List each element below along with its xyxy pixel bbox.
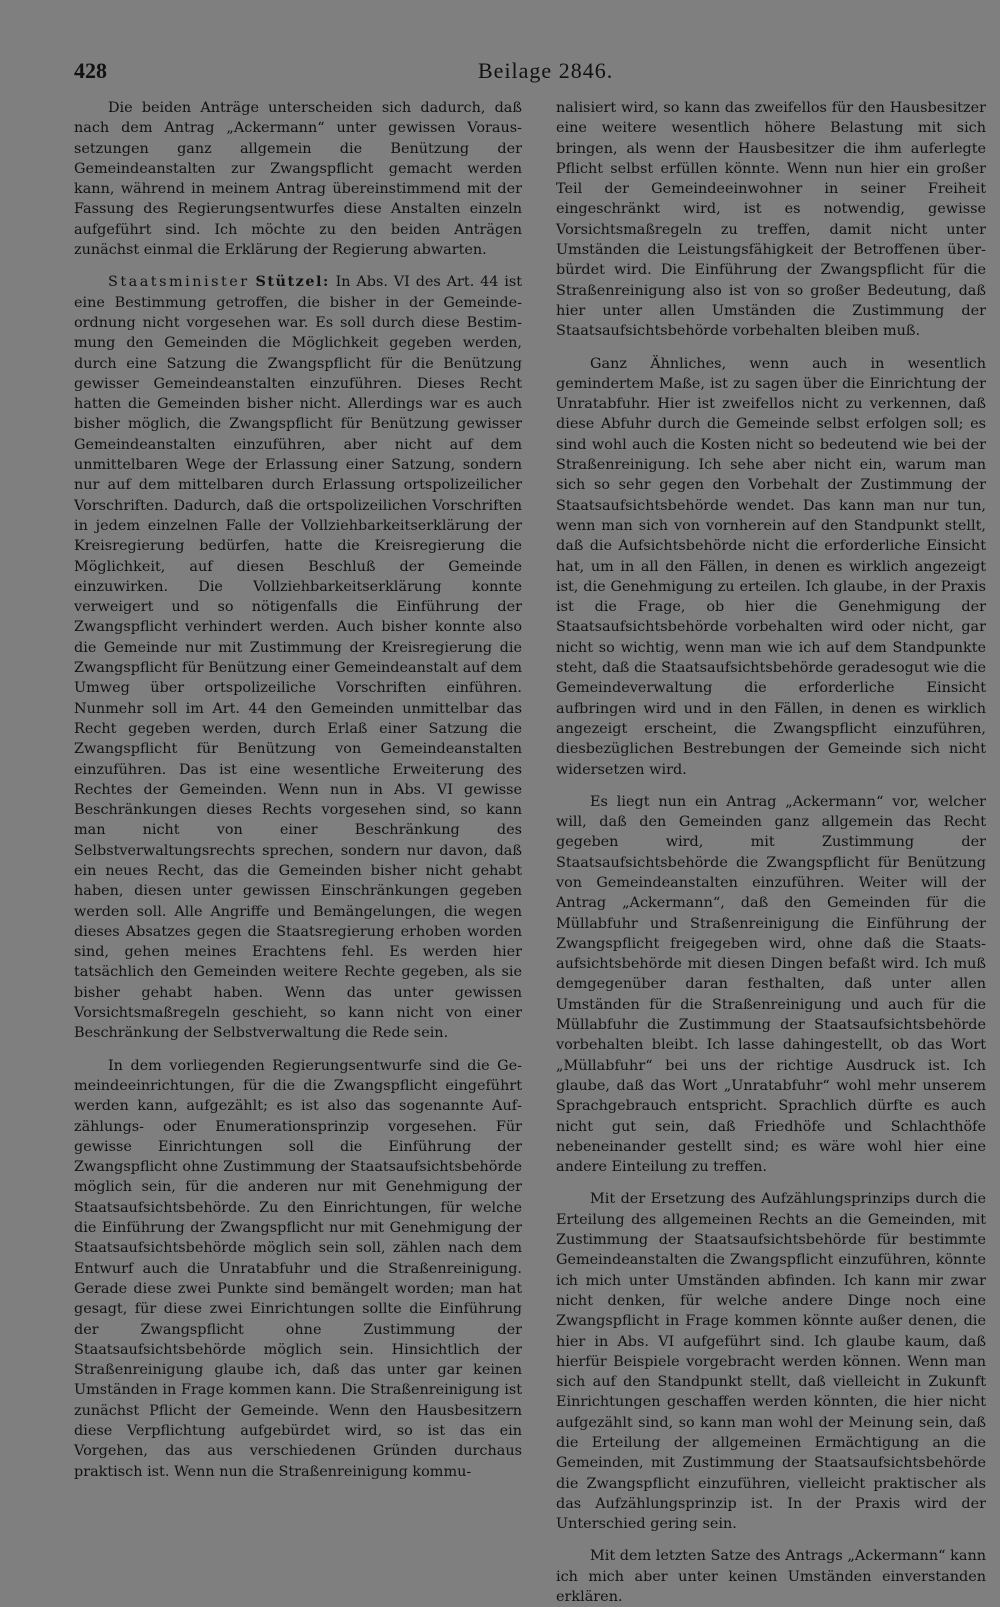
right-column bbox=[556, 98, 986, 1606]
page-number: 428 bbox=[74, 58, 107, 83]
paragraph: Mit der Ersetzung des Aufzählungsprinzips durch die Erteilung des allgemeinen Rechts an die Gemeinden, mit Zustimmung der Staatsaufsichtsbehörde für bestimmte Gemeindeanstalten die Zwangspflicht einzuführen, könnte ich mich unter Umständen abfinden. Ich kann mir zwar nicht denken, für welche andere Dinge noch eine Zwangspflicht in Frage kommen könnte außer denen, die hier in Abs. VI aufgeführt sind. Ich glaube kaum, daß hierfür Beispiele vorgebracht werden können. Wenn man sich auf den Standpunkt stellt, daß vielleicht in Zukunft Einrichtungen geschaffen werden könnten, die hier nicht aufgezählt sind, so kann man wohl der Meinung sein, daß die Erteilung der allgemeinen Ermächtigung an die Gemeinden, mit Zustimmung der Staatsaufsichtsbehörde die Zwangspflicht einzuführen, vielleicht praktischer als das Aufzählungsprinzip ist. In der Praxis wird der Unterschied gering sein. bbox=[556, 1191, 986, 1533]
speaker-name: Stützel: bbox=[255, 273, 330, 291]
speech-text: In Abs. VI des Art. 44 ist eine Bestimmung getroffen, die bisher in der Gemeindeordnung nicht vorgesehen war. Es soll durch diese Bestimmung den Gemeinden die Möglichkeit gegeben werden, durch eine Satzung die Zwangspflicht für die Benützung gewisser Gemeindeanstalten einzuführen. Dieses Recht hatten die Gemeinden bisher nicht. Allerdings war es auch bisher möglich, die Zwangspflicht für Benützung gewisser Gemeindeanstalten einzuführen, aber nicht auf dem unmittelbaren Wege der Erlassung einer Satzung, sondern nur auf dem mittelbaren durch Erlassung ortspolizeilicher Vorschriften. Dadurch, daß die ortspolizeilichen Vorschriften in jedem einzelnen Falle der Vollziehbarkeitserklärung der Kreisregierung bedürfen, hatte die Kreisregierung die Möglichkeit, auf diesen Beschluß der Gemeinde einzuwirken. Die Vollziehbarkeitserklärung konnte verweigert und so nötigenfalls die Einführung der Zwangspflicht verhindert werden. Auch bisher konnte also die Gemeinde nur mit Zustimmung der Kreisregierung die Zwangspflicht für Benützung einer Gemeindeanstalt auf dem Umweg über ortspolizeiliche Vorschriften einführen. Nunmehr soll im Art. 44 den Gemeinden unmittelbar das Recht gegeben werden, durch Erlaß einer Satzung die Zwangspflicht für Benützung von Gemeindeanstalten einzuführen. Das ist eine wesentliche Erweiterung des Rechtes der Gemeinden. Wenn nun in Abs. VI gewisse Beschränkungen dieses Rechts vorgesehen sind, so kann man nicht von einer Beschränkung des Selbstverwaltungsrechts sprechen, sondern nur davon, daß ein neues Recht, das die Gemeinden bisher nicht gehabt haben, diesen unter gewissen Einschränkungen gegeben werden soll. Alle Angriffe und Bemängelungen, die wegen dieses Absatzes gegen die Staatsregierung erhoben worden sind, gehen meines Erachtens fehl. Es werden hier tatsächlich den Gemeinden weitere Rechte gegeben, als sie bisher gehabt haben. Wenn das unter gewissen Vorsichtsmaßregeln geschieht, so kann nicht von einer Beschränkung der Selbstverwaltung die Rede sein. bbox=[74, 274, 523, 1042]
paragraph: Mit dem letzten Satze des Antrags „Ackermann“ kann ich mich aber unter keinen Umständen einverstanden erklären. bbox=[556, 1548, 986, 1606]
paragraph-continued: nalisiert wird, so kann das zweifellos für den Hausbesitzer eine weitere wesentlich höhere Belastung mit sich bringen, als wenn der Hausbesitzer die ihm auferlegte Pflicht selbst erfüllen könnte. Wenn nun hier ein großer Teil der Gemeindeeinwohner in seiner Freiheit eingeschränkt wird, ist es notwendig, gewisse Vorsichtsmaßregeln zu treffen, damit nicht unter Umständen die Leistungsfähigkeit der Betroffenen überbürdet wird. Die Einführung der Zwangspflicht für die Straßenreinigung also ist von so großer Bedeutung, daß hier unter allen Umständen die Zustimmung der Staatsaufsichtsbehörde vorbehalten bleiben muß. bbox=[556, 100, 986, 340]
speaker-role: Staatsminister bbox=[108, 274, 250, 291]
paragraph-speech bbox=[74, 272, 522, 1043]
paragraph: In dem vorliegenden Regierungsentwurfe sind die Gemeindeeinrichtungen, für die die Zwangspflicht eingeführt werden kann, aufgezählt; es ist also das sogenannte Aufzählungs- oder Enumerationsprinzip vorgesehen. Für gewisse Einrichtungen soll die Einführung der Zwangspflicht ohne Zustimmung der Staatsaufsichtsbehörde möglich sein, für die anderen nur mit Genehmigung der Staatsaufsichtsbehörde. Zu den Einrichtungen, für welche die Einführung der Zwangspflicht nur mit Genehmigung der Staatsaufsichtsbehörde möglich sein soll, zählen nach dem Entwurf auch die Unratabfuhr und die Straßenreinigung. Gerade diese zwei Punkte sind bemängelt worden; man hat gesagt, für diese zwei Einrichtungen sollte die Einführung der Zwangspflicht ohne Zustimmung der Staatsaufsichtsbehörde möglich sein. Hinsichtlich der Straßenreinigung glaube ich, daß das unter gar keinen Umständen in Frage kommen kann. Die Straßenreinigung ist zunächst Pflicht der Gemeinde. Wenn den Hausbesitzern diese Verpflichtung aufgebürdet wird, so ist das ein Vorgehen, das aus verschiedenen Gründen durchaus praktisch ist. Wenn nun die Straßenreinigung kommu- bbox=[74, 1057, 522, 1480]
running-title: Beilage 2846. bbox=[478, 58, 614, 83]
paragraph: Ganz Ähnliches, wenn auch in wesentlich gemindertem Maße, ist zu sagen über die Einrichtung der Unratabfuhr. Hier ist zweifellos nicht zu verkennen, daß diese Abfuhr durch die Gemeinde selbst erfolgen soll; es sind wohl auch die Kosten nicht so bedeutend wie bei der Straßenreinigung. Ich sehe aber nicht ein, warum man sich so sehr gegen den Vorbehalt der Zustimmung der Staatsaufsichtsbehörde wendet. Das kann man nur tun, wenn man sich von vornherein auf den Standpunkt stellt, daß die Aufsichtsbehörde nicht die erforderliche Einsicht hat, um in all den Fällen, in denen es wirklich angezeigt ist, die Genehmigung zu erteilen. Ich glaube, in der Praxis ist die Frage, ob hier die Genehmigung der Staatsaufsichtsbehörde vorbehalten wird oder nicht, gar nicht so wichtig, wenn man wie ich auf dem Standpunkte steht, daß die Staatsaufsichtsbehörde geradesogut wie die Gemeindeverwaltung die erforderliche Einsicht aufbringen wird und in den Fällen, in denen es wirklich angezeigt erscheint, die Zwangspflicht einzuführen, diesbezüglichen Bestrebungen der Gemeinde sich nicht widersetzen wird. bbox=[556, 355, 986, 778]
paragraph: Es liegt nun ein Antrag „Ackermann“ vor, welcher will, daß den Gemeinden ganz allgemein das Recht gegeben wird, mit Zustimmung der Staatsaufsichtsbehörde die Zwangspflicht für Benützung von Gemeindeanstalten einzuführen. Weiter will der Antrag „Ackermann“, daß den Gemeinden für die Müllabfuhr und Straßenreinigung die Einführung der Zwangspflicht freigegeben wird, ohne daß die Staatsaufsichtsbehörde mit diesen Dingen befaßt wird. Ich muß demgegenüber daran festhalten, daß unter allen Umständen für die Straßenreinigung und auch für die Müllabfuhr die Zustimmung der Staatsaufsichtsbehörde vorbehalten bleibt. Ich lasse dahingestellt, ob das Wort „Müllabfuhr“ bei uns der richtige Ausdruck ist. Ich glaube, daß das Wort „Unratabfuhr“ wohl mehr unserem Sprachgebrauch entspricht. Sprachlich dürfte es auch nicht gut sein, daß Friedhöfe und Schlachthöfe nebeneinander gestellt sind; es wäre wohl hier eine andere Einteilung zu treffen. bbox=[556, 793, 986, 1176]
paragraph: Die beiden Anträge unterscheiden sich dadurch, daß nach dem Antrag „Ackermann“ unter gewissen Voraussetzungen ganz allgemein die Benützung der Gemeindeanstalten zur Zwangspflicht gemacht werden kann, während in meinem Antrag übereinstimmend mit der Fassung des Regierungsentwurfes diese Anstalten einzeln aufgeführt sind. Ich möchte zu den beiden Anträgen zunächst einmal die Erklärung der Regierung abwarten. bbox=[74, 100, 522, 259]
page-header bbox=[74, 58, 980, 88]
left-column bbox=[74, 98, 523, 1480]
